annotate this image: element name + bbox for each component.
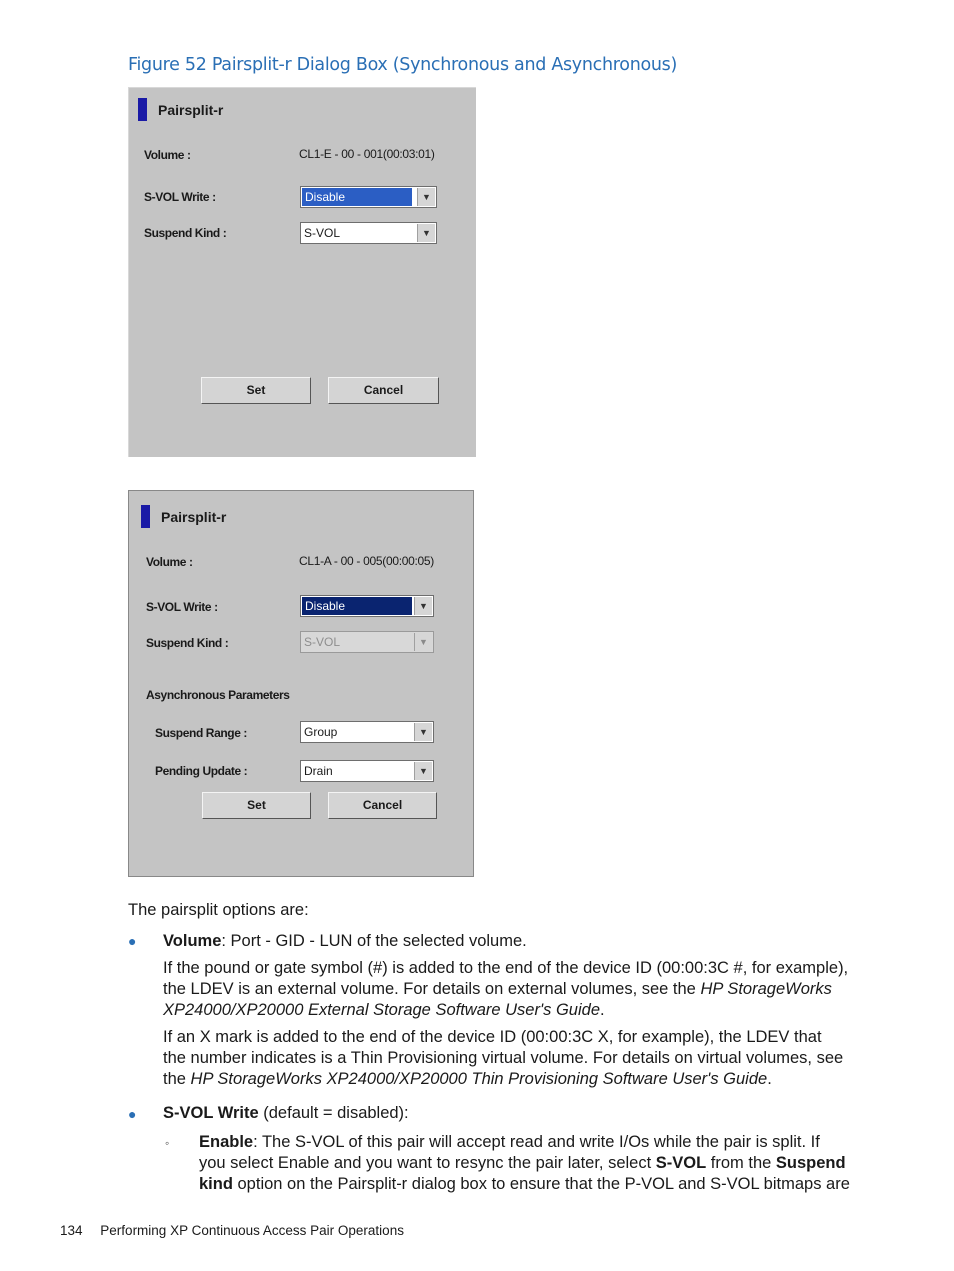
chevron-down-icon[interactable]: ▼ [417, 224, 435, 242]
cancel-button[interactable]: Cancel [328, 377, 439, 404]
suspend-kind-label: Suspend Kind : [146, 636, 229, 650]
chevron-down-icon: ▼ [414, 633, 432, 651]
dialog-title: Pairsplit-r [158, 102, 223, 118]
pending-update-label: Pending Update : [155, 764, 248, 778]
virtual-volume-note: If an X mark is added to the end of the device ID (00:00:3C X, for example), the LDEV that the number indicates is a Thin Provisioning virtual volume. For details on virtual volumes, see the HP StorageWorks XP24000/XP20000 Thin Provisioning Software User's Guide. [163, 1028, 844, 1088]
suspend-range-label: Suspend Range : [155, 726, 248, 740]
volume-label: Volume : [144, 148, 191, 162]
set-button[interactable]: Set [201, 377, 311, 404]
async-parameters-heading: Asynchronous Parameters [146, 688, 290, 702]
chevron-down-icon[interactable]: ▼ [414, 723, 432, 741]
svol-write-option: S-VOL Write (default = disabled): [163, 1104, 409, 1122]
page-number: 134 [60, 1223, 83, 1238]
title-marker-icon [141, 505, 150, 528]
bullet-icon: ● [128, 933, 137, 949]
pending-update-select[interactable]: Drain ▼ [300, 760, 434, 782]
cancel-button[interactable]: Cancel [328, 792, 437, 819]
pairsplit-dialog-sync [128, 87, 476, 457]
footer-section-title: Performing XP Continuous Access Pair Operations [100, 1223, 404, 1238]
svol-write-label: S-VOL Write : [146, 600, 218, 614]
chevron-down-icon[interactable]: ▼ [417, 188, 435, 206]
svol-write-label: S-VOL Write : [144, 190, 216, 204]
suspend-kind-label: Suspend Kind : [144, 226, 227, 240]
svol-write-select[interactable]: Disable ▼ [300, 595, 434, 617]
pairsplit-dialog-async [128, 490, 474, 877]
intro-text: The pairsplit options are: [128, 901, 309, 919]
suspend-range-select[interactable]: Group ▼ [300, 721, 434, 743]
dialog-title: Pairsplit-r [161, 509, 226, 525]
svol-write-select[interactable]: Disable ▼ [300, 186, 437, 208]
enable-option: Enable: The S-VOL of this pair will accept read and write I/Os while the pair is split. If you select Enable and you want to resync the pair later, select S-VOL from the Suspend kind option on the Pairsplit-r dialog box to ensure that the P-VOL and S-VOL bitmaps are [199, 1133, 850, 1193]
title-marker-icon [138, 98, 147, 121]
volume-label: Volume : [146, 555, 193, 569]
suspend-kind-select: S-VOL ▼ [300, 631, 434, 653]
page-footer [60, 1223, 404, 1238]
figure-caption: Figure 52 Pairsplit-r Dialog Box (Synchronous and Asynchronous) [128, 55, 678, 75]
suspend-kind-select[interactable]: S-VOL ▼ [300, 222, 437, 244]
external-volume-note: If the pound or gate symbol (#) is added to the end of the device ID (00:00:3C #, for example), the LDEV is an external volume. For details on external volumes, see the HP StorageWorks XP24000/XP20000 External Storage Software User's Guide. [163, 959, 849, 1019]
volume-value: CL1-E - 00 - 001(00:03:01) [299, 147, 435, 161]
chevron-down-icon[interactable]: ▼ [414, 762, 432, 780]
set-button[interactable]: Set [202, 792, 311, 819]
volume-value: CL1-A - 00 - 005(00:00:05) [299, 554, 434, 568]
volume-option: Volume: Port - GID - LUN of the selected volume. [163, 932, 527, 950]
sub-bullet-icon: ◦ [165, 1136, 170, 1150]
bullet-icon: ● [128, 1106, 137, 1122]
chevron-down-icon[interactable]: ▼ [414, 597, 432, 615]
